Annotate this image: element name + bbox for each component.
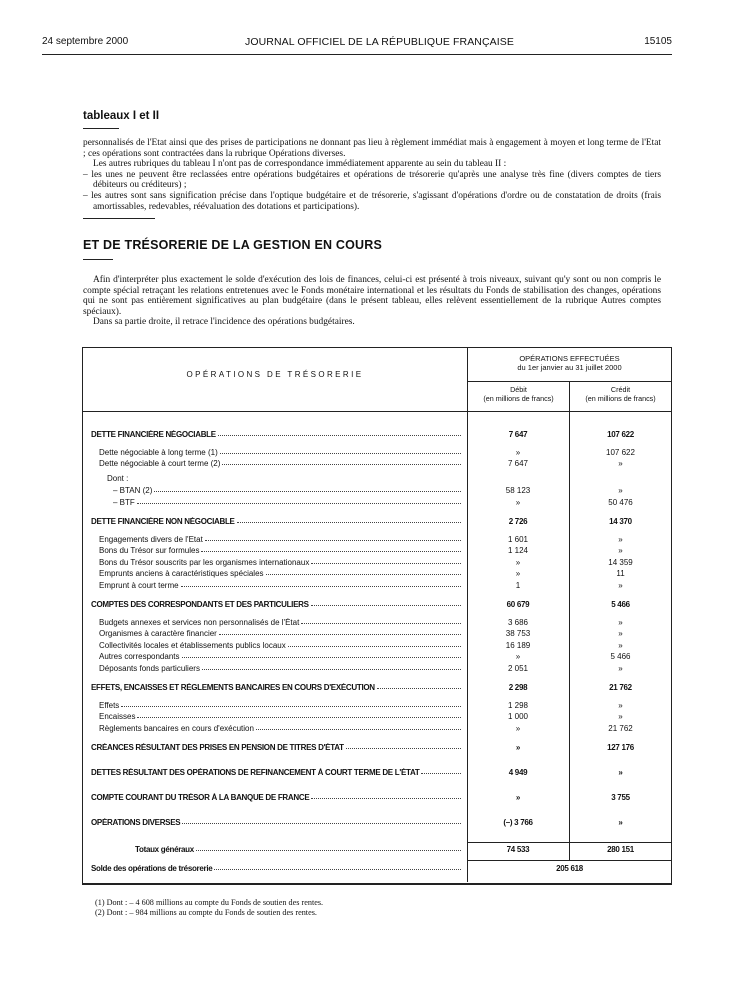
paragraph: Afin d'interpréter plus exactement le solde d'exécution des lois de finances, celui-ci est présenté à trois niveaux, suivant qu'y sont ou non compris le compte spécial retraçant les relations entretenues avec le Fonds monétaire international et les résultats du Fonds de stabilisation des changes, opérations qui ne sont pas entièrement significatives au plan budgétaire (dans le présent tableau, elles relèvent essentiellement de la rubrique Autres comptes spéciaux). — [83, 275, 661, 317]
row-label-text: Organismes à caractère financier — [99, 629, 217, 638]
table-row — [83, 486, 671, 498]
leader-dots — [311, 793, 461, 799]
table-row — [83, 683, 671, 695]
paragraph: – les autres sont sans signification précise dans l'optique budgétaire et de trésorerie, s'agissant d'opérations d'ordre ou de constatation de droits (frais amortissables, redevables, réévaluation des dotations et participations). — [83, 190, 661, 212]
credit-cell: » — [618, 768, 623, 777]
debit-cell: 2 726 — [508, 517, 528, 526]
table-header-credit — [570, 386, 671, 403]
row-label-text: COMPTE COURANT DU TRÉSOR À LA BANQUE DE FRANCE — [91, 793, 310, 802]
solde-value: 205 618 — [556, 864, 583, 873]
footnotes — [95, 898, 323, 917]
table-header-group — [468, 354, 671, 372]
page-header — [42, 34, 672, 55]
row-label — [99, 641, 461, 650]
table-row — [83, 546, 671, 558]
row-label — [99, 535, 461, 544]
leader-dots — [218, 430, 461, 436]
solde-label: Solde des opérations de trésorerie — [91, 864, 213, 873]
heading-underline — [83, 259, 113, 260]
row-label — [99, 546, 461, 555]
journal-title: JOURNAL OFFICIEL DE LA RÉPUBLIQUE FRANÇAISE — [245, 36, 514, 48]
debit-cell: 1 000 — [507, 712, 529, 721]
credit-cell: 5 466 — [610, 652, 631, 661]
leader-dots — [346, 743, 461, 749]
table-row — [83, 743, 671, 755]
credit-cell: 14 370 — [609, 517, 632, 526]
debit-cell: (–) 3 766 — [503, 818, 533, 827]
leader-dots — [222, 459, 461, 465]
row-label — [91, 600, 461, 609]
debit-cell: 1 601 — [507, 535, 529, 544]
totals-label: Totaux généraux — [135, 845, 194, 854]
table-row — [83, 569, 671, 581]
leader-dots — [421, 768, 461, 774]
credit-cell: » — [618, 535, 623, 544]
section-heading-tableaux: tableaux I et II — [83, 110, 160, 122]
table-row — [83, 474, 671, 486]
table-row — [83, 581, 671, 593]
leader-dots — [201, 546, 461, 552]
row-label-text: DETTE FINANCIÈRE NON NÉGOCIABLE — [91, 517, 235, 526]
row-label — [91, 743, 461, 752]
debit-cell: 3 686 — [507, 618, 529, 627]
debit-cell: » — [515, 743, 521, 752]
debit-cell: 16 189 — [505, 641, 531, 650]
credit-cell: » — [618, 618, 623, 627]
row-label-text: Encaisses — [99, 712, 136, 721]
credit-cell: 107 622 — [606, 448, 635, 457]
leader-dots — [182, 652, 462, 658]
row-label — [99, 712, 461, 721]
debit-cell: » — [515, 652, 521, 661]
debit-cell: 4 949 — [508, 768, 528, 777]
header-divider — [468, 381, 671, 382]
table-row — [83, 664, 671, 676]
credit-cell: » — [618, 712, 623, 721]
row-label-text: Emprunts anciens à caractéristiques spéciales — [99, 569, 264, 578]
row-label — [99, 701, 461, 710]
row-label-text: EFFETS, ENCAISSES ET RÈGLEMENTS BANCAIRES EN COURS D'EXÉCUTION — [91, 683, 375, 692]
debit-cell: 60 679 — [506, 600, 530, 609]
row-label — [99, 664, 461, 673]
credit-cell: » — [618, 546, 623, 555]
section1-text — [83, 138, 661, 212]
credit-cell: 127 176 — [607, 743, 634, 752]
row-label — [107, 474, 461, 483]
credit-cell: 11 — [616, 569, 625, 578]
credit-cell: » — [618, 664, 623, 673]
credit-cell: » — [618, 581, 623, 590]
header-bottom-border — [83, 411, 671, 412]
row-label-text: Bons du Trésor souscrits par les organismes internationaux — [99, 558, 310, 567]
row-label — [99, 724, 461, 733]
table-header-debit — [468, 386, 569, 403]
credit-cell: 21 762 — [609, 683, 632, 692]
section-heading-tresorerie: ET DE TRÉSORERIE DE LA GESTION EN COURS — [83, 238, 383, 252]
leader-dots — [182, 818, 461, 824]
totals-credit: 280 151 — [607, 845, 634, 854]
row-label — [135, 845, 461, 854]
table-row — [83, 600, 671, 612]
publication-date: 24 septembre 2000 — [42, 36, 129, 47]
leader-dots — [301, 618, 461, 624]
leader-dots — [220, 448, 461, 454]
row-label-text: DETTES RÉSULTANT DES OPÉRATIONS DE REFINANCEMENT À COURT TERME DE L'ÉTAT — [91, 768, 420, 777]
row-label — [99, 581, 461, 590]
debit-cell: » — [515, 793, 521, 802]
totals-row — [83, 845, 671, 857]
row-label-text: – BTAN (2) — [113, 486, 153, 495]
credit-header-title: Crédit — [610, 385, 631, 394]
debit-header-unit: (en millions de francs) — [483, 393, 554, 403]
row-label-text: Règlements bancaires en cours d'exécution — [99, 724, 254, 733]
leader-dots — [219, 629, 461, 635]
debit-cell: 2 051 — [507, 664, 529, 673]
group-header-period: du 1er janvier au 31 juillet 2000 — [517, 363, 622, 372]
row-label-text: COMPTES DES CORRESPONDANTS ET DES PARTICULIERS — [91, 600, 309, 609]
table-row — [83, 459, 671, 471]
credit-cell: » — [618, 701, 623, 710]
debit-cell: » — [515, 448, 521, 457]
row-label — [99, 652, 461, 661]
debit-cell: 58 123 — [505, 486, 531, 495]
credit-cell: » — [618, 641, 623, 650]
leader-dots — [202, 664, 461, 670]
row-label — [99, 459, 461, 468]
leader-dots — [214, 864, 461, 870]
row-label — [91, 793, 461, 802]
credit-cell: 107 622 — [607, 430, 634, 439]
table-row — [83, 712, 671, 724]
credit-cell: » — [618, 629, 623, 638]
row-label — [99, 558, 461, 567]
section2-text — [83, 275, 661, 328]
totals-bottom-border — [468, 860, 671, 861]
totals-top-border — [468, 842, 671, 843]
totals-debit: 74 533 — [506, 845, 530, 854]
leader-dots — [154, 486, 461, 492]
table-row — [83, 724, 671, 736]
row-label — [99, 618, 461, 627]
table-row — [83, 818, 671, 830]
paragraph: personnalisés de l'Etat ainsi que des prises de participations ne donnant pas lieu à règlement immédiat mais à engagement à moyen et long terme de l'Etat ; ces opérations sont contractées dans la rubrique Opérations diverses. — [83, 138, 661, 159]
credit-cell: 3 755 — [611, 793, 630, 802]
row-label-text: Dont : — [107, 474, 129, 483]
table-row — [83, 629, 671, 641]
row-label-text: Dette négociable à long terme (1) — [99, 448, 218, 457]
debit-cell: 2 298 — [508, 683, 528, 692]
paragraph: Les autres rubriques du tableau I n'ont pas de correspondance immédiatement apparente au sein du tableau II : — [93, 159, 507, 170]
credit-cell: 14 359 — [608, 558, 633, 567]
row-label — [91, 768, 461, 777]
row-label-text: CRÉANCES RÉSULTANT DES PRISES EN PENSION DE TITRES D'ÉTAT — [91, 743, 344, 752]
leader-dots — [288, 641, 461, 647]
row-label — [91, 517, 461, 526]
debit-cell: » — [515, 724, 521, 733]
debit-cell: 7 647 — [508, 430, 528, 439]
row-label — [99, 448, 461, 457]
leader-dots — [311, 600, 461, 606]
row-label-text: OPÉRATIONS DIVERSES — [91, 818, 181, 827]
row-label-text: Déposants fonds particuliers — [99, 664, 200, 673]
table-row — [83, 517, 671, 529]
table-header-operations: OPÉRATIONS DE TRÉSORERIE — [186, 370, 364, 379]
row-label — [91, 864, 461, 873]
paragraph: – les unes ne peuvent être reclassées entre opérations budgétaires et opérations de trésorerie qu'après une analyse très fine (divers comptes de tiers débiteurs ou créditeurs) ; — [83, 169, 661, 191]
row-label-text: Dette négociable à court terme (2) — [99, 459, 221, 468]
footnote-2: (2) Dont : – 984 millions au compte du Fonds de soutien des rentes. — [95, 907, 317, 917]
table-row — [83, 768, 671, 780]
leader-dots — [181, 581, 461, 587]
leader-dots — [137, 712, 461, 718]
debit-cell: » — [515, 569, 521, 578]
debit-cell: 38 753 — [505, 629, 531, 638]
debit-cell: 1 298 — [507, 701, 529, 710]
debit-cell: 1 — [515, 581, 521, 590]
leader-dots — [377, 683, 461, 689]
debit-cell: » — [515, 558, 521, 567]
leader-dots — [237, 517, 461, 523]
credit-cell: 21 762 — [608, 724, 633, 733]
row-label-text: Engagements divers de l'Etat — [99, 535, 203, 544]
paragraph: Dans sa partie droite, il retrace l'incidence des opérations budgétaires. — [93, 317, 355, 328]
table-row — [83, 498, 671, 510]
leader-dots — [266, 569, 461, 575]
row-label-text: Autres correspondants — [99, 652, 180, 661]
leader-dots — [256, 724, 461, 730]
credit-header-unit: (en millions de francs) — [585, 393, 656, 403]
page-number: 15105 — [644, 36, 672, 47]
leader-dots — [196, 845, 461, 851]
credit-cell: 50 476 — [608, 498, 633, 507]
leader-dots — [205, 535, 461, 541]
group-header-title: OPÉRATIONS EFFECTUÉES — [519, 354, 620, 363]
debit-cell: 7 647 — [507, 459, 529, 468]
treasury-operations-table — [82, 347, 672, 885]
debit-cell: 1 124 — [507, 546, 529, 555]
row-label-text: – BTF — [113, 498, 135, 507]
row-label-text: DETTE FINANCIÈRE NÉGOCIABLE — [91, 430, 216, 439]
table-row — [83, 652, 671, 664]
debit-cell: » — [515, 498, 521, 507]
row-label-text: Bons du Trésor sur formules — [99, 546, 200, 555]
heading-underline — [83, 128, 119, 129]
row-label — [91, 818, 461, 827]
solde-row — [83, 864, 671, 876]
credit-cell: » — [618, 459, 623, 468]
row-label-text: Effets — [99, 701, 120, 710]
debit-header-title: Débit — [510, 385, 527, 394]
row-label-text: Budgets annexes et services non personnalisés de l'État — [99, 618, 300, 627]
leader-dots — [121, 701, 461, 707]
row-label — [113, 486, 461, 495]
section-divider — [83, 218, 155, 219]
table-row — [83, 793, 671, 805]
row-label — [99, 569, 461, 578]
row-label — [113, 498, 461, 507]
leader-dots — [311, 558, 461, 564]
credit-cell: 5 466 — [611, 600, 630, 609]
row-label — [91, 683, 461, 692]
credit-cell: » — [618, 486, 623, 495]
credit-cell: » — [618, 818, 623, 827]
row-label — [91, 430, 461, 439]
row-label-text: Collectivités locales et établissements publics locaux — [99, 641, 286, 650]
leader-dots — [137, 498, 461, 504]
row-label — [99, 629, 461, 638]
row-label-text: Emprunt à court terme — [99, 581, 179, 590]
table-row — [83, 430, 671, 442]
footnote-1: (1) Dont : – 4 608 millions au compte du Fonds de soutien des rentes. — [95, 898, 324, 907]
